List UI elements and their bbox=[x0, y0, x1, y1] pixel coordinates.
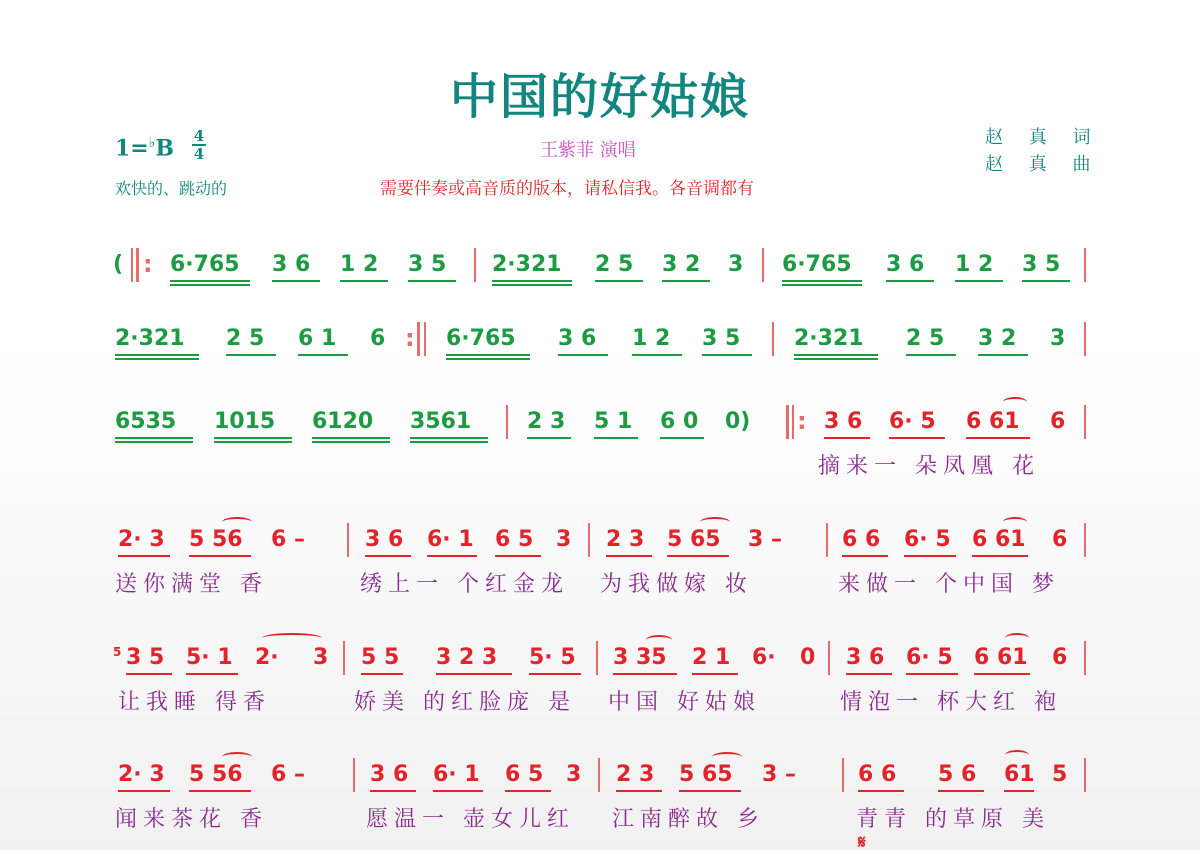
note-group: 3 6 bbox=[824, 409, 863, 434]
note-group: 1 2 bbox=[632, 326, 671, 351]
note-group: 6 6 bbox=[858, 762, 897, 787]
note-group: 3 5 bbox=[126, 645, 165, 670]
note-group: 1 2 bbox=[955, 252, 994, 277]
note-group: 6 0 bbox=[660, 409, 699, 434]
note-group: 3 2 bbox=[978, 326, 1017, 351]
tempo-marking: 欢快的、跳动的 bbox=[115, 179, 228, 198]
note-group: 2 3 bbox=[527, 409, 566, 434]
note-group: 5 1 bbox=[594, 409, 633, 434]
score-row-4 bbox=[0, 525, 1200, 597]
lyric-line: 来做一 个中国 梦 bbox=[838, 572, 1060, 597]
note-group: 6535 bbox=[115, 409, 177, 434]
note-group: 6 6 bbox=[842, 527, 881, 552]
note-group: 6 5 bbox=[495, 527, 534, 552]
note-group: 6 61 bbox=[966, 409, 1020, 434]
note-group: 6120 bbox=[312, 409, 374, 434]
lyric-line: 中国 好姑娘 bbox=[608, 690, 761, 715]
note-group: 6 bbox=[1050, 409, 1066, 434]
score-row-1: ( : 6·765 3 6 1 2 3 5 2·321 2 5 3 2 3 6·765 3 6 1 2 3 5 bbox=[0, 250, 1200, 290]
note-group: 6 61 bbox=[972, 527, 1026, 552]
lyric-line: 摘来一 朵凤凰 花 bbox=[818, 454, 1040, 479]
note-group: 2·321 bbox=[115, 326, 185, 351]
open-paren: ( bbox=[113, 252, 124, 277]
note-group: 6 1 bbox=[298, 326, 337, 351]
note-group: 2· 3 bbox=[118, 762, 165, 787]
note-group: 3 2 3 bbox=[436, 645, 498, 670]
notice-text: 需要伴奏或高音质的版本，请私信我。各音调都有 bbox=[380, 179, 754, 199]
note-group: 3 6 bbox=[365, 527, 404, 552]
note-group: 5 65 bbox=[667, 527, 721, 552]
time-bottom: 4 bbox=[193, 145, 205, 163]
note-group: 6· 5 bbox=[904, 527, 951, 552]
lyric-line: 情泡一 杯大红 袍 bbox=[840, 690, 1062, 715]
note-group: 6· 5 bbox=[889, 409, 936, 434]
note-group: 6· 1 bbox=[427, 527, 474, 552]
note-group: 3 bbox=[1050, 326, 1066, 351]
note-group: 5 5 bbox=[361, 645, 400, 670]
note-group: 5· 1 bbox=[186, 645, 233, 670]
note-group: 3 2 bbox=[662, 252, 701, 277]
key-prefix: 1= bbox=[115, 135, 149, 162]
note-group: 6· 1 bbox=[433, 762, 480, 787]
lyric-line: 为我做嫁 妆 bbox=[600, 572, 753, 597]
note-group: 2· 3 bbox=[118, 527, 165, 552]
time-top: 4 bbox=[193, 127, 205, 145]
note-group: 6 bbox=[1052, 645, 1068, 670]
lyric-line: 青青 的草原 美 bbox=[856, 807, 1050, 832]
note-group: 6·765 bbox=[446, 326, 516, 351]
note-group: 3 6 bbox=[272, 252, 311, 277]
note-group: 3561 bbox=[410, 409, 472, 434]
grace-note: 5 bbox=[113, 645, 122, 659]
note-group: 6 – bbox=[271, 527, 305, 552]
note-group: 3 5 bbox=[1022, 252, 1061, 277]
note-group: 3 5 bbox=[702, 326, 741, 351]
note-group: 1015 bbox=[214, 409, 276, 434]
note-group: 5 56 bbox=[189, 527, 243, 552]
note-group: 6 bbox=[370, 326, 386, 351]
note-group: 3 35 bbox=[613, 645, 667, 670]
lyric-line: 让我睡 得香 bbox=[118, 690, 271, 715]
note-group: 5 bbox=[1052, 762, 1068, 787]
note-group: 3 6 bbox=[370, 762, 409, 787]
note-group: 3 – bbox=[762, 762, 796, 787]
note-group: 3 – bbox=[748, 527, 782, 552]
note-group: 5 56 bbox=[189, 762, 243, 787]
note-group: 3 bbox=[728, 252, 744, 277]
lyric-line: 娇美 的红脸庞 是 bbox=[354, 690, 576, 715]
note-group: 3 bbox=[313, 645, 329, 670]
note-group: 3 5 bbox=[408, 252, 447, 277]
note-group: 2 1 bbox=[692, 645, 731, 670]
note-group: 3 6 bbox=[886, 252, 925, 277]
key-signature bbox=[115, 135, 174, 161]
note-group: 3 bbox=[556, 527, 572, 552]
note-group: 6· 5 bbox=[906, 645, 953, 670]
note-group: 2 5 bbox=[226, 326, 265, 351]
time-signature bbox=[192, 128, 206, 162]
score-row-5 bbox=[0, 643, 1200, 715]
note-group: 2·321 bbox=[492, 252, 562, 277]
note-group: 6 bbox=[1052, 527, 1068, 552]
lyricist-credit: 赵 真 词 bbox=[985, 127, 1101, 148]
note-group: 6·765 bbox=[782, 252, 852, 277]
note-group: 0) bbox=[725, 409, 751, 434]
note-group: 6·765 bbox=[170, 252, 240, 277]
note-group: 2 5 bbox=[595, 252, 634, 277]
note-group: 2· bbox=[255, 645, 279, 670]
key-note: B bbox=[155, 135, 174, 162]
note-group: 6 – bbox=[271, 762, 305, 787]
lyric-line: 江南醉故 乡 bbox=[612, 807, 765, 832]
note-group: 2 5 bbox=[906, 326, 945, 351]
note-group: 2·321 bbox=[794, 326, 864, 351]
note-group: 6 61 bbox=[974, 645, 1028, 670]
note-group: 3 6 bbox=[558, 326, 597, 351]
composer-credit: 赵 真 曲 bbox=[985, 154, 1101, 175]
lyric-line: 闻来茶花 香 bbox=[115, 807, 268, 832]
lyric-line: 愿温一 壶女儿红 bbox=[366, 807, 575, 832]
song-title: 中国的好姑娘 bbox=[449, 69, 750, 125]
note-group: 61 bbox=[1004, 762, 1035, 787]
note-group: 2 3 bbox=[616, 762, 655, 787]
note-group: 5 65 bbox=[679, 762, 733, 787]
score-row-6 bbox=[0, 760, 1200, 853]
note-group: 3 bbox=[566, 762, 582, 787]
note-group: 0 bbox=[800, 645, 816, 670]
score-row-2: 2·321 2 5 6 1 6 : 6·765 3 6 1 2 3 5 2·321 2 5 3 2 3 bbox=[0, 324, 1200, 364]
note-group: 5· 5 bbox=[529, 645, 576, 670]
score-row-3: 6535 1015 6120 3561 2 3 5 1 6 0 0) : 3 6 6· 5 6 61 6 摘来一 朵凤凰 花 bbox=[0, 407, 1200, 447]
lyric-line: 送你满堂 香 bbox=[115, 572, 268, 597]
flat-symbol: ♭ bbox=[148, 135, 156, 151]
singer-credit: 王紫菲 演唱 bbox=[540, 140, 636, 161]
note-group: 6 5 bbox=[505, 762, 544, 787]
segno-icon: 𝄋 bbox=[858, 832, 866, 853]
note-group: 6· bbox=[752, 645, 776, 670]
note-group: 5 6 bbox=[938, 762, 977, 787]
note-group: 1 2 bbox=[340, 252, 379, 277]
note-group: 3 6 bbox=[846, 645, 885, 670]
lyric-line: 绣上一 个红金龙 bbox=[360, 572, 569, 597]
note-group: 2 3 bbox=[606, 527, 645, 552]
